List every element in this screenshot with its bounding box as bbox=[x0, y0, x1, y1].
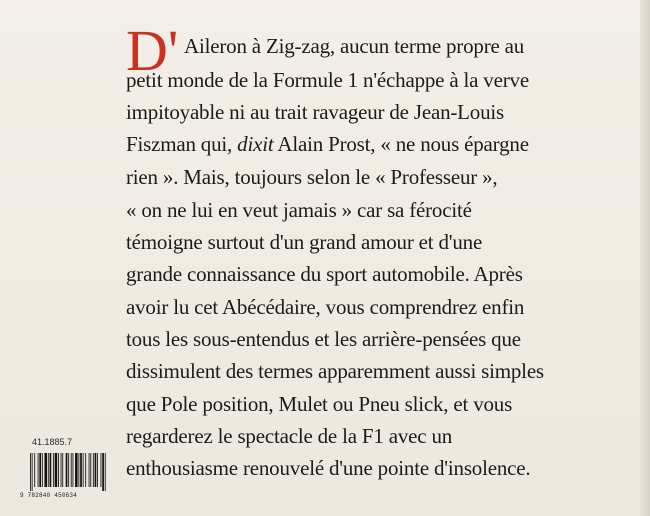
barcode-bar bbox=[71, 453, 72, 487]
barcode-bar bbox=[61, 453, 62, 487]
barcode-bar bbox=[30, 453, 31, 491]
paragraph-line-6: « on ne lui en veut jamais » car sa férocité bbox=[126, 198, 472, 222]
paragraph-line-4 bbox=[126, 130, 529, 158]
paragraph-line-1: Aileron à Zig-zag, aucun terme propre au bbox=[184, 34, 525, 58]
barcode-bar bbox=[105, 453, 106, 491]
barcode-bar bbox=[34, 453, 35, 487]
barcode-bar bbox=[75, 453, 78, 487]
paragraph-line-3: impitoyable ni au trait ravageur de Jean-Louis bbox=[126, 100, 504, 124]
paragraph-line-13: regarderez le spectacle de la F1 avec un bbox=[126, 424, 453, 448]
barcode-bar bbox=[89, 453, 90, 487]
barcode-bar bbox=[85, 453, 86, 487]
barcode-bar bbox=[44, 453, 47, 487]
paragraph-line-12: que Pole position, Mulet ou Pneu slick, et vous bbox=[126, 392, 513, 416]
line-4-italic: dixit bbox=[237, 132, 274, 156]
paragraph-line-7: témoigne surtout d'un grand amour et d'une bbox=[126, 230, 483, 254]
drop-cap: D' bbox=[126, 18, 179, 83]
barcode-bar bbox=[62, 453, 63, 487]
paragraph-line-10: tous les sous-entendus et les arrière-pensées que bbox=[126, 327, 521, 351]
barcode-bar bbox=[68, 453, 69, 487]
line-4-part-1: Fiszman qui, bbox=[126, 132, 233, 156]
barcode-bar bbox=[55, 453, 58, 487]
barcode-bar bbox=[101, 453, 102, 487]
barcode-bar bbox=[32, 453, 33, 491]
paragraph-line-11: dissimulent des termes apparemment aussi simples bbox=[126, 359, 544, 383]
barcode-bar bbox=[95, 453, 97, 487]
barcode-bar bbox=[48, 453, 49, 487]
paragraph-line-8: grande connaissance du sport automobile. Après bbox=[126, 262, 523, 286]
paragraph-line-9: avoir lu cet Abécédaire, vous comprendrez enfin bbox=[126, 295, 525, 319]
barcode-bar bbox=[38, 453, 39, 487]
barcode-bar bbox=[66, 453, 68, 487]
cover-edge bbox=[640, 0, 650, 516]
barcode-bar bbox=[50, 453, 52, 487]
paragraph-line-14: enthousiasme renouvelé d'une pointe d'insolence. bbox=[126, 456, 531, 480]
barcode-bars bbox=[30, 453, 110, 491]
barcode-bar bbox=[58, 453, 59, 487]
isbn-number: 9 782840 450634 bbox=[20, 492, 78, 499]
barcode bbox=[20, 453, 112, 501]
catalog-code: 41.1885.7 bbox=[32, 437, 73, 447]
barcode-bar bbox=[97, 453, 98, 487]
barcode-bar bbox=[73, 453, 74, 487]
paragraph-line-2: petit monde de la Formule 1 n'échappe à la verve bbox=[126, 68, 529, 92]
barcode-bar bbox=[93, 453, 94, 487]
barcode-bar bbox=[42, 453, 43, 487]
line-4-part-2: Alain Prost, « ne nous épargne bbox=[277, 132, 529, 156]
barcode-bar bbox=[83, 453, 84, 487]
barcode-bar bbox=[78, 453, 79, 487]
barcode-bar bbox=[90, 453, 91, 487]
barcode-bar bbox=[39, 453, 41, 487]
barcode-bar bbox=[53, 453, 54, 487]
barcode-bar bbox=[80, 453, 82, 487]
paragraph-line-5: rien ». Mais, toujours selon le « Professeur », bbox=[126, 165, 498, 189]
barcode-bar bbox=[102, 453, 104, 491]
